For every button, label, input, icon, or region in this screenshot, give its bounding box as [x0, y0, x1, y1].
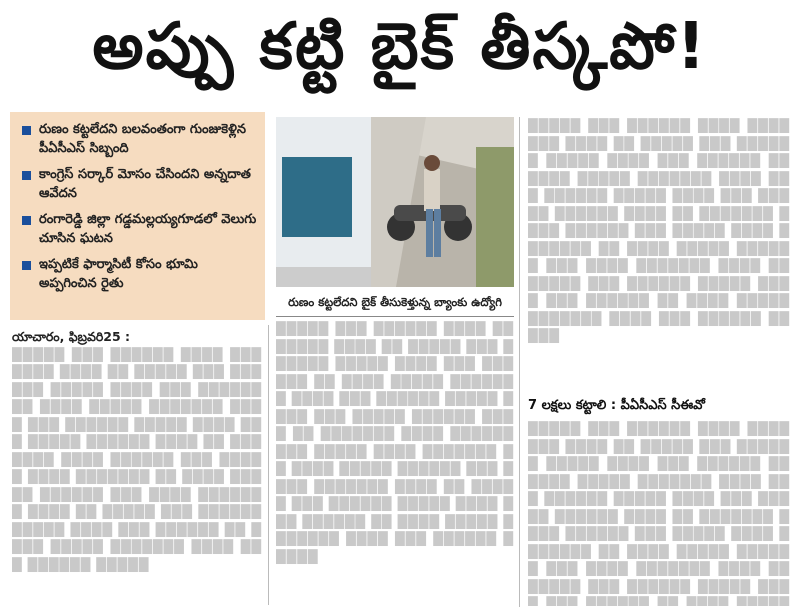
- blurred-body-text: [528, 117, 790, 345]
- article-column-3: [528, 117, 790, 387]
- highlight-text: ఇప్పటికే ఫార్మాసిటీ కోసం భూమి అప్పగించిన రైతు: [39, 257, 198, 291]
- square-bullet-icon: [22, 261, 31, 270]
- highlights-box: [10, 112, 265, 320]
- photo-caption: రుణం కట్టలేదని బైక్ తీసుకెళ్తున్న బ్యాంకు ఉద్యోగి: [276, 290, 514, 317]
- blurred-body-text: [276, 320, 514, 565]
- article-column-3-lower: [528, 420, 790, 606]
- highlight-item: [22, 255, 257, 293]
- photo-illustration: [276, 117, 514, 287]
- subheading: 7 లక్షలు కట్టాలి : పీఏసీఎస్ సీఈవో: [528, 398, 705, 413]
- highlight-text: రంగారెడ్డి జిల్లా గడ్డమల్లయ్యగూడలో వెలుగు చూసిన ఘటన: [39, 212, 257, 246]
- article-column-2: [276, 320, 514, 606]
- headline: అప్పు కట్టి బైక్ తీస్కపో!: [92, 9, 708, 84]
- square-bullet-icon: [22, 171, 31, 180]
- square-bullet-icon: [22, 126, 31, 135]
- news-photo: [276, 117, 514, 287]
- column-divider: [519, 117, 520, 607]
- highlight-text: రుణం కట్టలేదని బలవంతంగా గుంజుకెళ్లిన పీఏసీఎస్ సిబ్బంది: [39, 122, 246, 156]
- highlight-text: కాంగ్రెస్ సర్కార్ మోసం చేసిందని అన్నదాత ఆవేదన: [39, 167, 251, 201]
- square-bullet-icon: [22, 216, 31, 225]
- dateline: యాచారం, ఫిబ్రవరి25 :: [12, 329, 131, 344]
- blurred-body-text: [528, 420, 790, 606]
- blurred-body-text: [12, 346, 262, 574]
- highlight-item: [22, 165, 257, 203]
- highlight-item: [22, 120, 257, 158]
- column-divider: [268, 325, 269, 605]
- article-column-1: [12, 328, 262, 606]
- highlight-item: [22, 210, 257, 248]
